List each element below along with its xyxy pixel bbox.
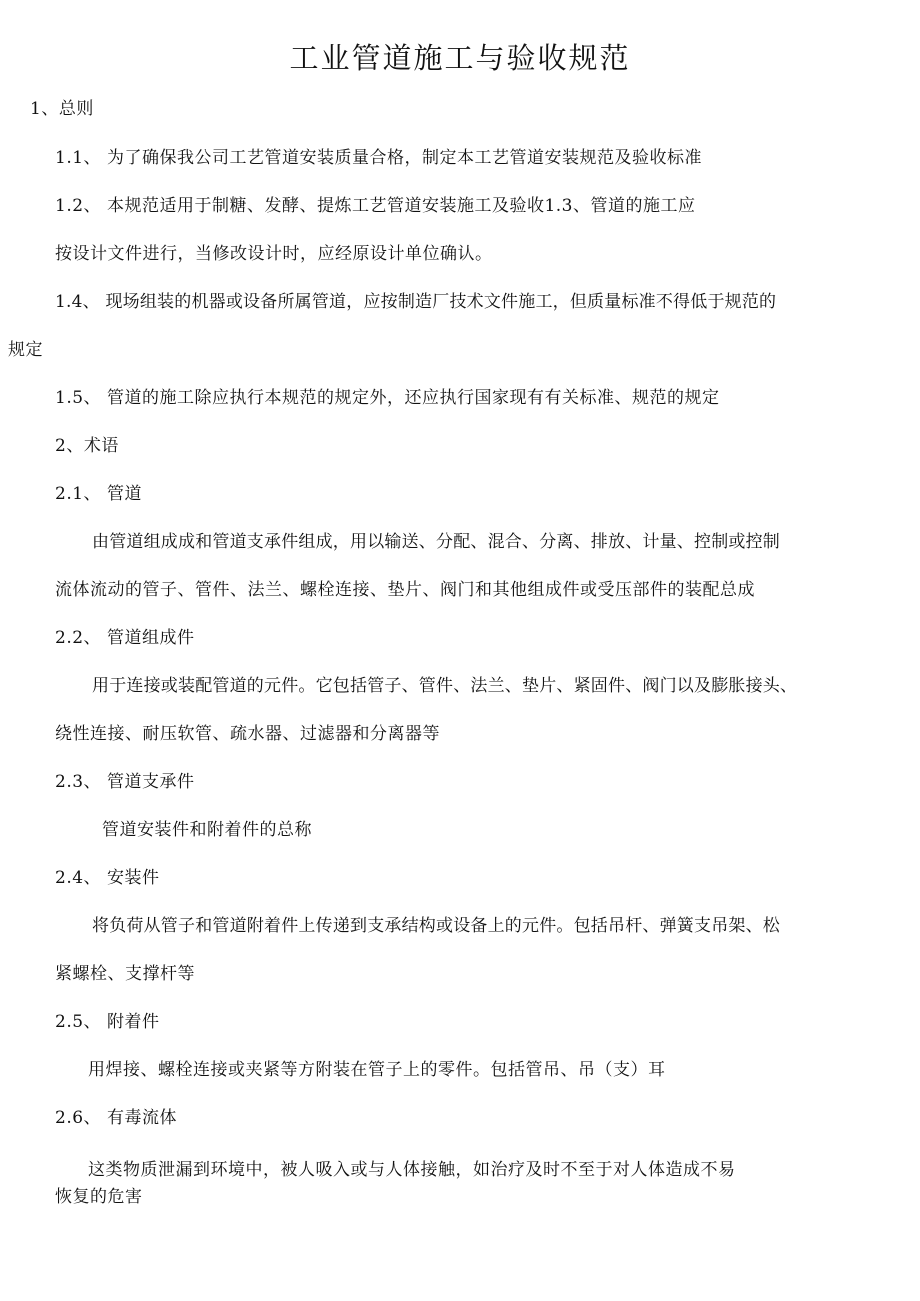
subsection-heading: 2.4、 安装件 (55, 868, 160, 888)
paragraph-line: 1.2、 本规范适用于制糖、发酵、提炼工艺管道安装施工及验收1.3、管道的施工应 (55, 196, 696, 216)
section-heading: 2、术语 (55, 436, 119, 456)
paragraph-line: 这类物质泄漏到环境中，被人吸入或与人体接触，如治疗及时不至于对人体造成不易 (88, 1160, 736, 1180)
subsection-heading: 2.3、 管道支承件 (55, 772, 195, 792)
subsection-heading: 2.5、 附着件 (55, 1012, 160, 1032)
paragraph-line: 紧螺栓、支撑杆等 (55, 964, 195, 984)
paragraph-line: 用于连接或装配管道的元件。它包括管子、管件、法兰、垫片、紧固件、阀门以及膨胀接头、 (92, 676, 798, 696)
paragraph-line: 流体流动的管子、管件、法兰、螺栓连接、垫片、阀门和其他组成件或受压部件的装配总成 (55, 580, 755, 600)
paragraph-line: 由管道组成成和管道支承件组成，用以输送、分配、混合、分离、排放、计量、控制或控制 (92, 532, 780, 552)
paragraph-line: 管道安装件和附着件的总称 (102, 820, 312, 840)
paragraph-line: 1.4、 现场组装的机器或设备所属管道，应按制造厂技术文件施工，但质量标准不得低于规范的 (55, 292, 777, 312)
paragraph-line: 恢复的危害 (55, 1187, 143, 1207)
paragraph-line: 规定 (8, 340, 43, 360)
paragraph-line: 1.1、 为了确保我公司工艺管道安装质量合格，制定本工艺管道安装规范及验收标准 (55, 148, 702, 168)
paragraph-line: 绕性连接、耐压软管、疏水器、过滤器和分离器等 (55, 724, 440, 744)
paragraph-line: 按设计文件进行，当修改设计时，应经原设计单位确认。 (55, 244, 493, 264)
document-title: 工业管道施工与验收规范 (289, 41, 631, 75)
paragraph-line: 将负荷从管子和管道附着件上传递到支承结构或设备上的元件。包括吊杆、弹簧支吊架、松 (92, 916, 780, 936)
paragraph-line: 用焊接、螺栓连接或夹紧等方附装在管子上的零件。包括管吊、吊（支）耳 (88, 1060, 666, 1080)
subsection-heading: 2.2、 管道组成件 (55, 628, 195, 648)
subsection-heading: 2.6、 有毒流体 (55, 1108, 177, 1128)
paragraph-line: 1.5、 管道的施工除应执行本规范的规定外，还应执行国家现有有关标准、规范的规定 (55, 388, 720, 408)
section-heading: 1、总则 (30, 99, 94, 119)
subsection-heading: 2.1、 管道 (55, 484, 142, 504)
